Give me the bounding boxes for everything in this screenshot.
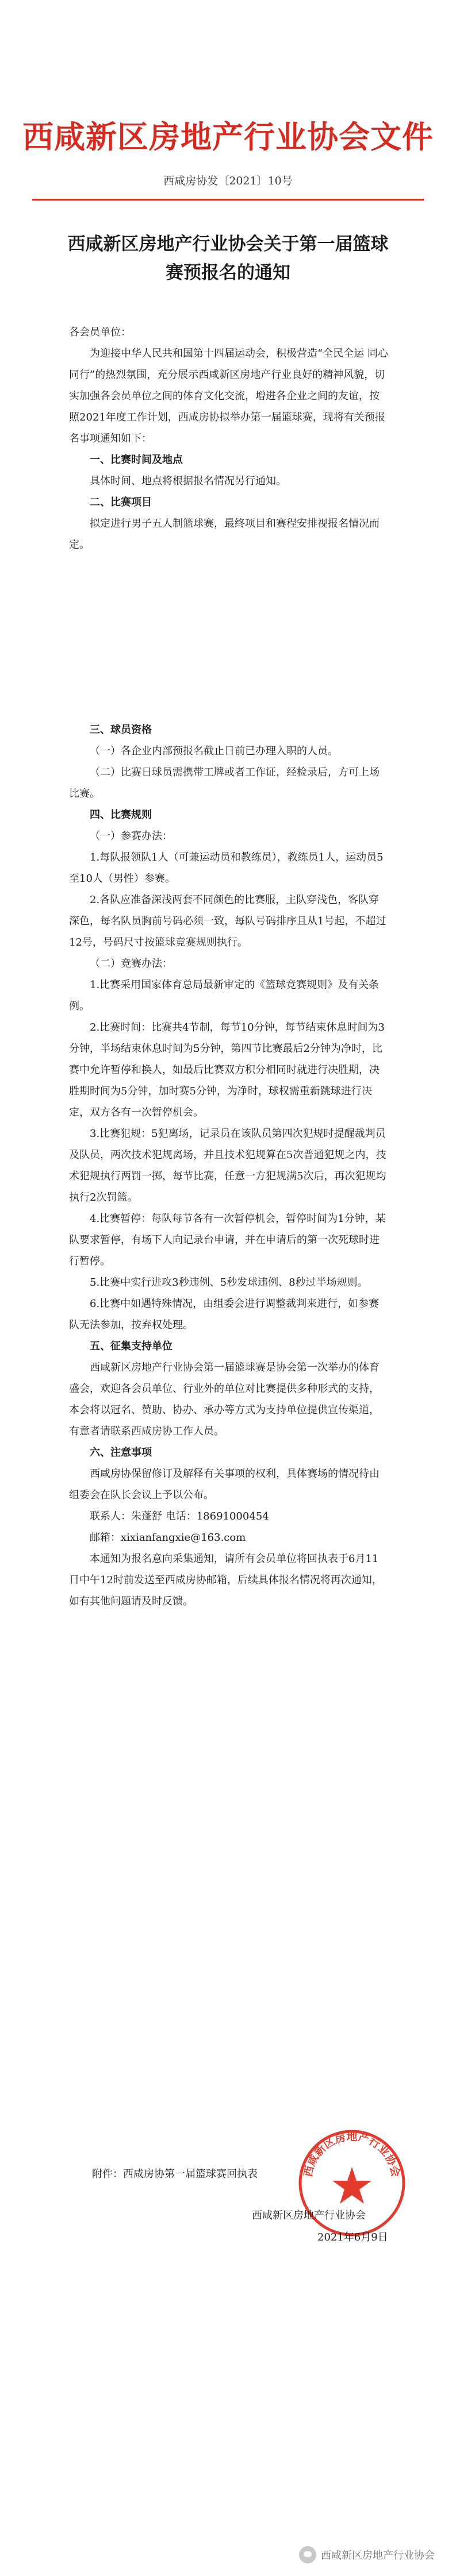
notice-title-line2: 赛预报名的通知 — [166, 263, 290, 283]
red-divider — [32, 199, 424, 200]
section-2-text: 拟定进行男子五人制篮球赛，最终项目和赛程安排视报名情况而定。 — [69, 518, 380, 551]
section-4-sub-1-item-1: 1.每队报领队1人（可兼运动员和教练员），教练员1人，运动员5至10人（男性）参赛。 — [69, 851, 384, 885]
signature-organization: 西咸新区房地产行业协会 — [252, 2209, 366, 2222]
official-seal — [294, 2126, 409, 2240]
section-5-text: 西咸新区房地产行业协会第一届篮球赛是协会第一次举办的体育盛会，欢迎各会员单位、行业外的单位对比赛提供多种形式的支持，本会将以冠名、赞助、协办、承办等方式为支持单位提供宣传渠道，有意者请联系西咸房协工作人员。 — [69, 1362, 380, 1437]
section-4-sub-1: （一）参赛办法： — [90, 830, 173, 842]
account-watermark — [299, 2546, 435, 2563]
section-4-sub-2-item-6: 6.比赛中如遇特殊情况，由组委会进行调整裁判来进行，如参赛队无法参加，按弃权处理。 — [69, 1298, 380, 1331]
notice-title-line1: 西咸新区房地产行业协会关于第一届篮球 — [67, 234, 389, 254]
seal-text: 西咸新区房地产行业协会 — [301, 2130, 403, 2178]
section-6-text-1: 西咸房协保留修订及解释有关事项的权利，具体赛场的情况待由组委会在队长会议上予以公布。 — [69, 1468, 380, 1501]
watermark-text: 西咸新区房地产行业协会 — [321, 2550, 435, 2562]
wechat-icon — [299, 2546, 316, 2563]
section-3-item-1: （一）各企业内部预报名截止日前已办理入职的人员。 — [90, 745, 338, 757]
section-4-sub-2: （二）竞赛办法： — [90, 958, 173, 970]
seal-star-icon — [332, 2167, 371, 2204]
section-2-heading: 二、比赛项目 — [90, 496, 152, 508]
section-4-sub-2-item-5: 5.比赛中实行进攻3秒违例、5秒发球违例、8秒过半场规则。 — [90, 1277, 368, 1289]
salutation: 各会员单位： — [69, 326, 131, 338]
body-block-b — [69, 719, 389, 1612]
body-block-a — [69, 322, 389, 556]
section-3-item-2: （二）比赛日球员需携带工牌或者工作证，经检录后，方可上场比赛。 — [69, 766, 380, 800]
intro-paragraph: 为迎接中华人民共和国第十四届运动会，积极营造“全民全运 同心同行”的热烈氛围，充分展示西咸新区房地产行业良好的精神风貌，切实加强各会员单位之间的体育文化交流，增进各企业之间的友谊，按照2021年度工作计划，西咸房协拟举办第一届篮球赛，现将有关预报名事项通知如下： — [69, 348, 388, 445]
section-4-sub-2-item-3: 3.比赛犯规：5犯离场，记录员在该队员第四次犯规时提醒裁判员及队员，两次技术犯规离场，并且技术犯规算在5次普通犯规之内，技术犯规执行两罚一掷，每节比赛，任意一方犯规满5次后，再次犯规均执行2次罚篮。 — [69, 1128, 386, 1204]
section-1-text: 具体时间、地点将根据报名情况另行通知。 — [90, 475, 286, 487]
contact-line: 联系人：朱蓬舒 电话：18691000454 — [90, 1510, 269, 1522]
section-4-sub-1-item-2: 2.各队应准备深浅两套不同颜色的比赛服，主队穿浅色，客队穿深色，每名队员胸前号码必须一致，每队号码排序且从1号起，不超过12号，号码尺寸按篮球竞赛规则执行。 — [69, 894, 386, 948]
document-number: 西咸房协发〔2021〕10号 — [163, 175, 293, 187]
attachment-note: 附件：西咸房协第一届篮球赛回执表 — [92, 2168, 258, 2180]
email-line: 邮箱：xixianfangxie@163.com — [90, 1532, 246, 1544]
section-5-heading: 五、征集支持单位 — [90, 1340, 173, 1352]
section-4-sub-2-item-2: 2.比赛时间：比赛共4节制，每节10分钟，每节结束休息时间为3分钟，半场结束休息时间为5分钟，第四节比赛最后2分钟为净时，比赛中允许暂停和换人，如最后比赛双方积分相同时就进行决胜期，决胜期时间为5分钟，加时赛5分钟，为净时，球权需重新跳球进行决定，双方各有一次暂停机会。 — [69, 1021, 385, 1119]
masthead-title: 西咸新区房地产行业协会文件 — [22, 118, 434, 155]
notice-title — [58, 230, 398, 287]
section-1-heading: 一、比赛时间及地点 — [90, 454, 183, 466]
section-4-heading: 四、比赛规则 — [90, 809, 152, 821]
section-4-sub-2-item-4: 4.比赛暂停：每队每节各有一次暂停机会，暂停时间为1分钟，某队要求暂停，有场下人向记录台申请，并在申请后的第一次死球时进行暂停。 — [69, 1213, 386, 1267]
section-6-text-2: 本通知为报名意向采集通知，请所有会员单位将回执表于6月11日中午12时前发送至西咸房协邮箱，后续具体报名情况将再次通知，如有其他问题请及时反馈。 — [69, 1553, 382, 1607]
signature-date: 2021年6月9日 — [317, 2231, 388, 2243]
section-4-sub-2-item-1: 1.比赛采用国家体育总局最新审定的《篮球竞赛规则》及有关条例。 — [69, 979, 380, 1012]
section-3-heading: 三、球员资格 — [90, 724, 152, 736]
section-6-heading: 六、注意事项 — [90, 1447, 152, 1459]
